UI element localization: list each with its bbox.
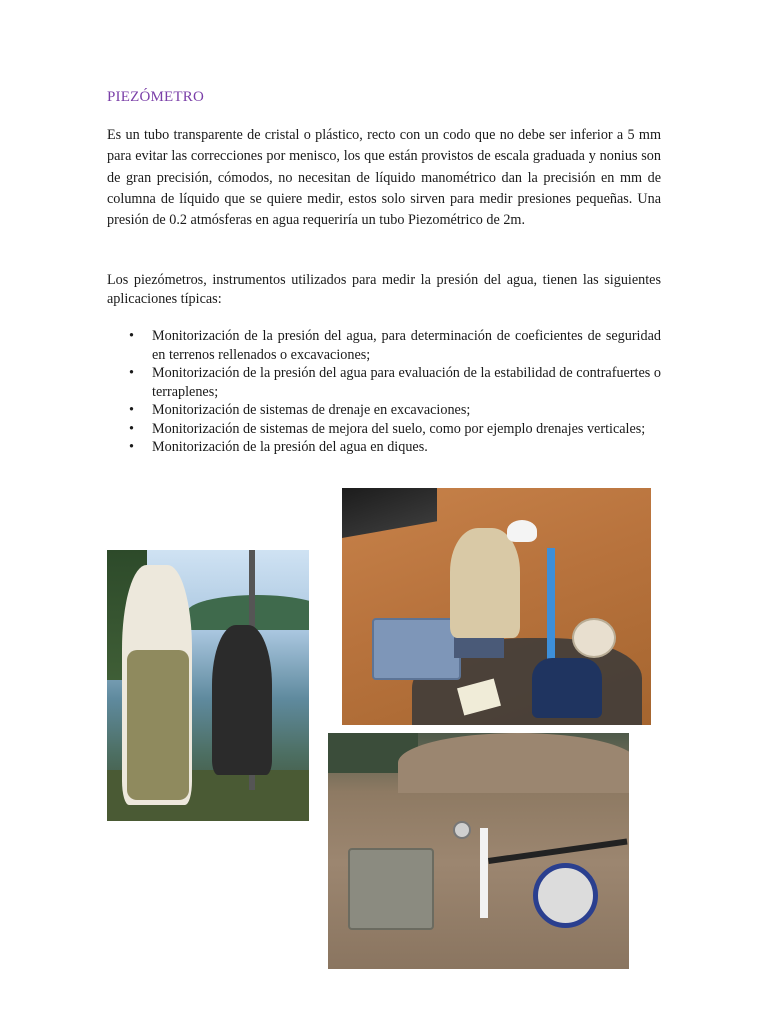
cable-reel (572, 618, 616, 658)
worker-figure (450, 528, 520, 638)
photo-worker-installing-piezometer (342, 488, 651, 725)
blue-piezometer-tube (547, 548, 555, 663)
bullet-icon: • (129, 365, 134, 381)
bullet-icon: • (129, 402, 134, 418)
man-kneeling (212, 625, 272, 775)
pressure-gauge-icon (453, 821, 471, 839)
bullet-icon: • (129, 439, 134, 455)
equipment-bag (532, 658, 602, 718)
list-item (107, 438, 661, 457)
list-item (107, 420, 661, 439)
bullet-icon: • (129, 420, 134, 437)
list-item (107, 401, 661, 420)
list-item-text: Monitorización de sistemas de mejora del suelo, como por ejemplo drenajes verticales; (152, 420, 646, 437)
blue-plastic-bin (372, 618, 461, 680)
waders (127, 650, 189, 800)
black-hose (488, 839, 627, 864)
photo-field-measurement-lakeshore (107, 550, 309, 821)
applications-intro-paragraph: Los piezómetros, instrumentos utilizados para medir la presión del agua, tienen las siguientes aplicaciones típicas: (107, 272, 661, 307)
photo-piezometer-equipment-site (328, 733, 629, 969)
list-item-text: Monitorización de la presión del agua en diques. (152, 439, 428, 455)
earth-mound (398, 733, 629, 793)
list-item-text: Monitorización de la presión del agua, para determinación de coeficientes de seguridad en terrenos rellenados o excavaciones; (152, 328, 661, 363)
bullet-icon: • (129, 328, 134, 344)
list-item-text: Monitorización de la presión del agua para evaluación de la estabilidad de contrafuertes o terraplenes; (152, 365, 661, 400)
document-title: PIEZÓMETRO (107, 89, 204, 105)
list-item (107, 327, 661, 364)
black-plastic-sheet (342, 488, 437, 538)
blue-cable-reel (533, 863, 598, 928)
list-item (107, 364, 661, 401)
hard-hat (507, 520, 537, 542)
white-standpipe (480, 828, 488, 918)
readout-box (348, 848, 434, 930)
applications-list (107, 327, 661, 457)
intro-paragraph: Es un tubo transparente de cristal o plástico, recto con un codo que no debe ser inferior a 5 mm para evitar las correcciones por menisco, los que están provistos de escala graduada y nonius son de gran precisión, cómodos, no necesitan de líquido manométrico dan la precisión en mm de columna de líquido que se quiere medir, estos solo sirven para medir presiones pequeñas. Una presión de 0.2 atmósferas en agua requeriría un tubo Piezométrico de 2m. (107, 127, 661, 229)
list-item-text: Monitorización de sistemas de drenaje en excavaciones; (152, 402, 471, 418)
